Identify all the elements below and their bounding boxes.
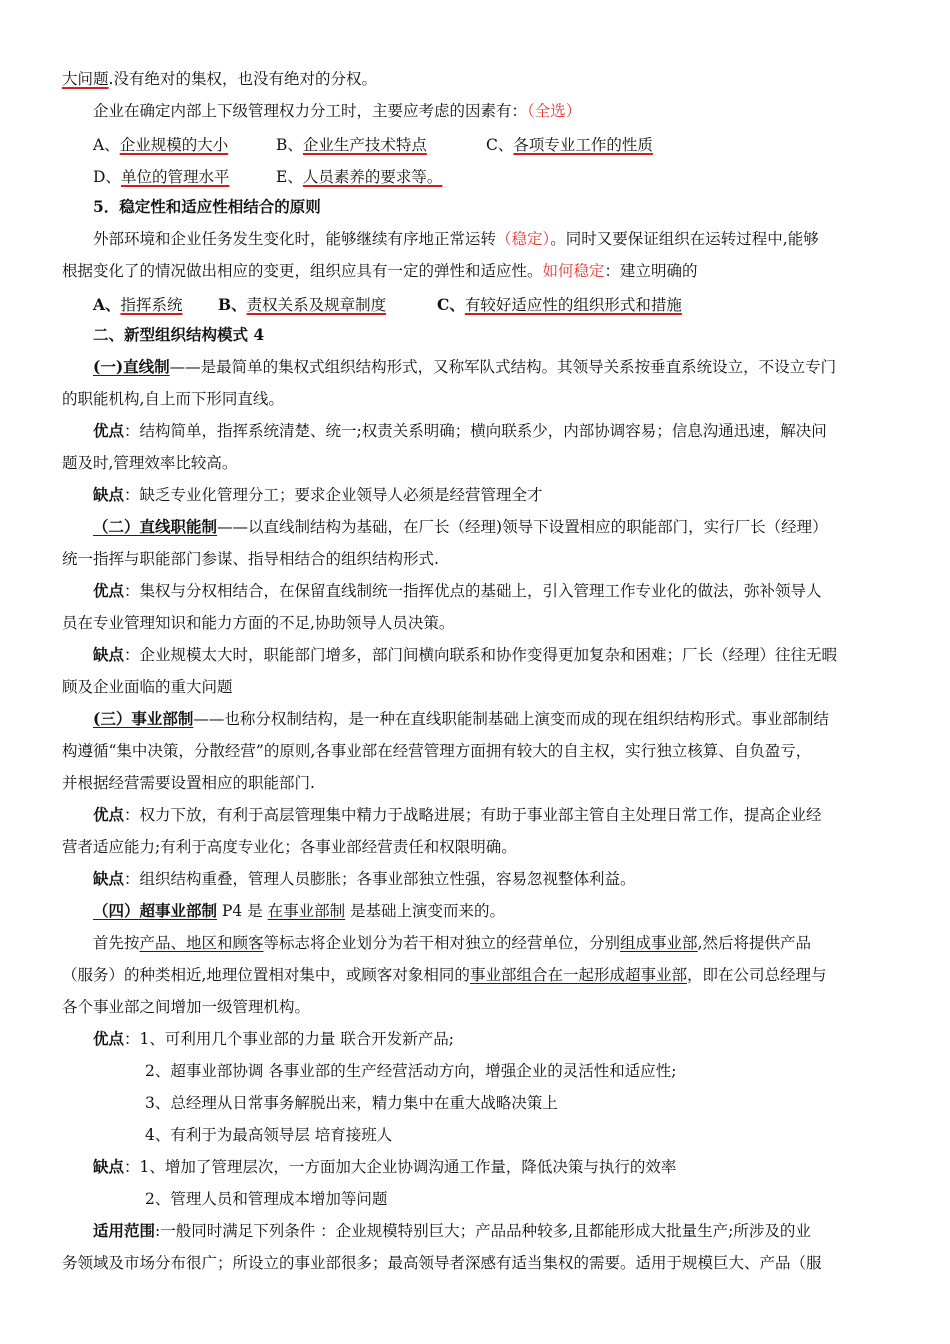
s4-line-2: 首先按产品、地区和顾客等标志将企业划分为若干相对独立的经营单位，分别组成事业部,然后将提供产品 — [93, 934, 811, 952]
s1-cons-line-1: 缺点：缺乏专业化管理分工；要求企业领导人必须是经营管理全才 — [93, 485, 543, 504]
factor-a: A、企业规模的大小 — [93, 136, 229, 154]
s3-pros-line-2: 营者适应能力;有利于高度专业化；各事业部经营责任和权限明确。 — [62, 838, 517, 856]
intro-line-2: 企业在确定内部上下级管理权力分工时，主要应考虑的因素有：（全选） — [93, 102, 582, 120]
s1-pros-line-1: 优点：结构简单，指挥系统清楚、统一;权责关系明确；横向联系少，内部协调容易；信息沟通迅速，解决问 — [93, 421, 827, 440]
s4-pros-line-3: 3、总经理从日常事务解脱出来，精力集中在重大战略决策上 — [145, 1094, 558, 1112]
s4-cons-line-2: 2、管理人员和管理成本增加等问题 — [145, 1190, 388, 1208]
s3-line-2: 构遵循“集中决策，分散经营”的原则,各事业部在经营管理方面拥有较大的自主权，实行独立核算、自负盈亏， — [62, 742, 812, 760]
section-2-heading: 二、新型组织结构模式 4 — [93, 325, 265, 344]
s3-line-3: 并根据经营需要设置相应的职能部门. — [62, 774, 315, 792]
factor-d: D、单位的管理水平 — [93, 168, 230, 186]
intro-line-1: 大问题.没有绝对的集权，也没有绝对的分权。 — [62, 70, 377, 88]
s4-pros-line-4: 4、有利于为最高领导层 培育接班人 — [145, 1126, 393, 1144]
s2-cons-line-2: 顾及企业面临的重大问题 — [62, 678, 233, 696]
s3-line-1: (三）事业部制——也称分权制结构，是一种在直线职能制基础上演变而成的现在组织结构形式。事业部制结 — [93, 709, 829, 728]
s2-line-2: 统一指挥与职能部门参谋、指导相结合的组织结构形式. — [62, 550, 439, 568]
factor-c: C、各项专业工作的性质 — [486, 136, 653, 154]
s2-cons-line-1: 缺点：企业规模太大时，职能部门增多，部门间横向联系和协作变得更加复杂和困难；厂长（经理）往往无暇 — [93, 645, 838, 664]
s2-line-1: （二）直线职能制——以直线制结构为基础，在厂长（经理)领导下设置相应的职能部门，实行厂长（经理） — [93, 517, 828, 536]
s3-cons-line-1: 缺点：组织结构重叠，管理人员膨胀；各事业部独立性强，容易忽视整体利益。 — [93, 869, 636, 888]
factor-b: B、企业生产技术特点 — [276, 136, 427, 154]
s4-scope-line-1: 适用范围:一般同时满足下列条件 ：企业规模特别巨大；产品品种较多,且都能形成大批量生产;所涉及的业 — [93, 1221, 811, 1240]
s3-pros-line-1: 优点：权力下放，有利于高层管理集中精力于战略进展；有助于事业部主管自主处理日常工作，提高企业经 — [93, 805, 822, 824]
principle-5-line-1: 外部环境和企业任务发生变化时，能够继续有序地正常运转（稳定）。同时又要保证组织在运转过程中,能够 — [93, 230, 819, 248]
s4-scope-line-2: 务领域及市场分布很广；所设立的事业部很多；最高领导者深感有适当集权的需要。适用于规模巨大、产品（服 — [62, 1254, 822, 1272]
s4-line-4: 各个事业部之间增加一级管理机构。 — [62, 998, 311, 1016]
all-select-note: （全选） — [527, 102, 582, 120]
s2-title: （二）直线职能制 — [93, 517, 218, 536]
s4-line-3: （服务）的种类相近,地理位置相对集中，或顾客对象相同的事业部组合在一起形成超事业部，即在公司总经理与 — [62, 966, 827, 984]
s4-line-1: （四）超事业部制 P4 是 在事业部制 是基础上演变而来的。 — [93, 901, 506, 920]
big-issue-text: 大问题 — [62, 70, 109, 88]
principle-5-heading: 5．稳定性和适应性相结合的原则 — [93, 197, 321, 216]
factor-e: E、人员素养的要求等。 — [276, 168, 443, 186]
s1-line-2: 的职能机构,自上而下形同直线。 — [62, 390, 284, 408]
s2-pros-line-1: 优点：集权与分权相结合，在保留直线制统一指挥优点的基础上，引入管理工作专业化的做法，弥补领导人 — [93, 581, 822, 600]
s3-title: (三）事业部制 — [93, 709, 194, 728]
s2-pros-line-2: 员在专业管理知识和能力方面的不足,协助领导人员决策。 — [62, 614, 455, 632]
s1-title: (一)直线制 — [93, 357, 170, 376]
s4-title: （四）超事业部制 — [93, 901, 218, 920]
s4-cons-line-1: 缺点：1、增加了管理层次，一方面加大企业协调沟通工作量，降低决策与执行的效率 — [93, 1157, 677, 1176]
s1-pros-line-2: 题及时,管理效率比较高。 — [62, 454, 238, 472]
stability-b: B、责权关系及规章制度 — [218, 295, 387, 314]
principle-5-line-2: 根据变化了的情况做出相应的变更，组织应具有一定的弹性和适应性。如何稳定：建立明确的 — [62, 262, 698, 280]
s4-pros-line-2: 2、超事业部协调 各事业部的生产经营活动方向，增强企业的灵活性和适应性; — [145, 1062, 677, 1080]
s1-line-1: (一)直线制——是最简单的集权式组织结构形式，又称军队式结构。其领导关系按垂直系统设立，不设立专门 — [93, 357, 837, 376]
s4-pros-line-1: 优点：1、可利用几个事业部的力量 联合开发新产品; — [93, 1029, 455, 1048]
stability-c: C、有较好适应性的组织形式和措施 — [437, 295, 682, 314]
stability-a: A、指挥系统 — [93, 295, 183, 314]
